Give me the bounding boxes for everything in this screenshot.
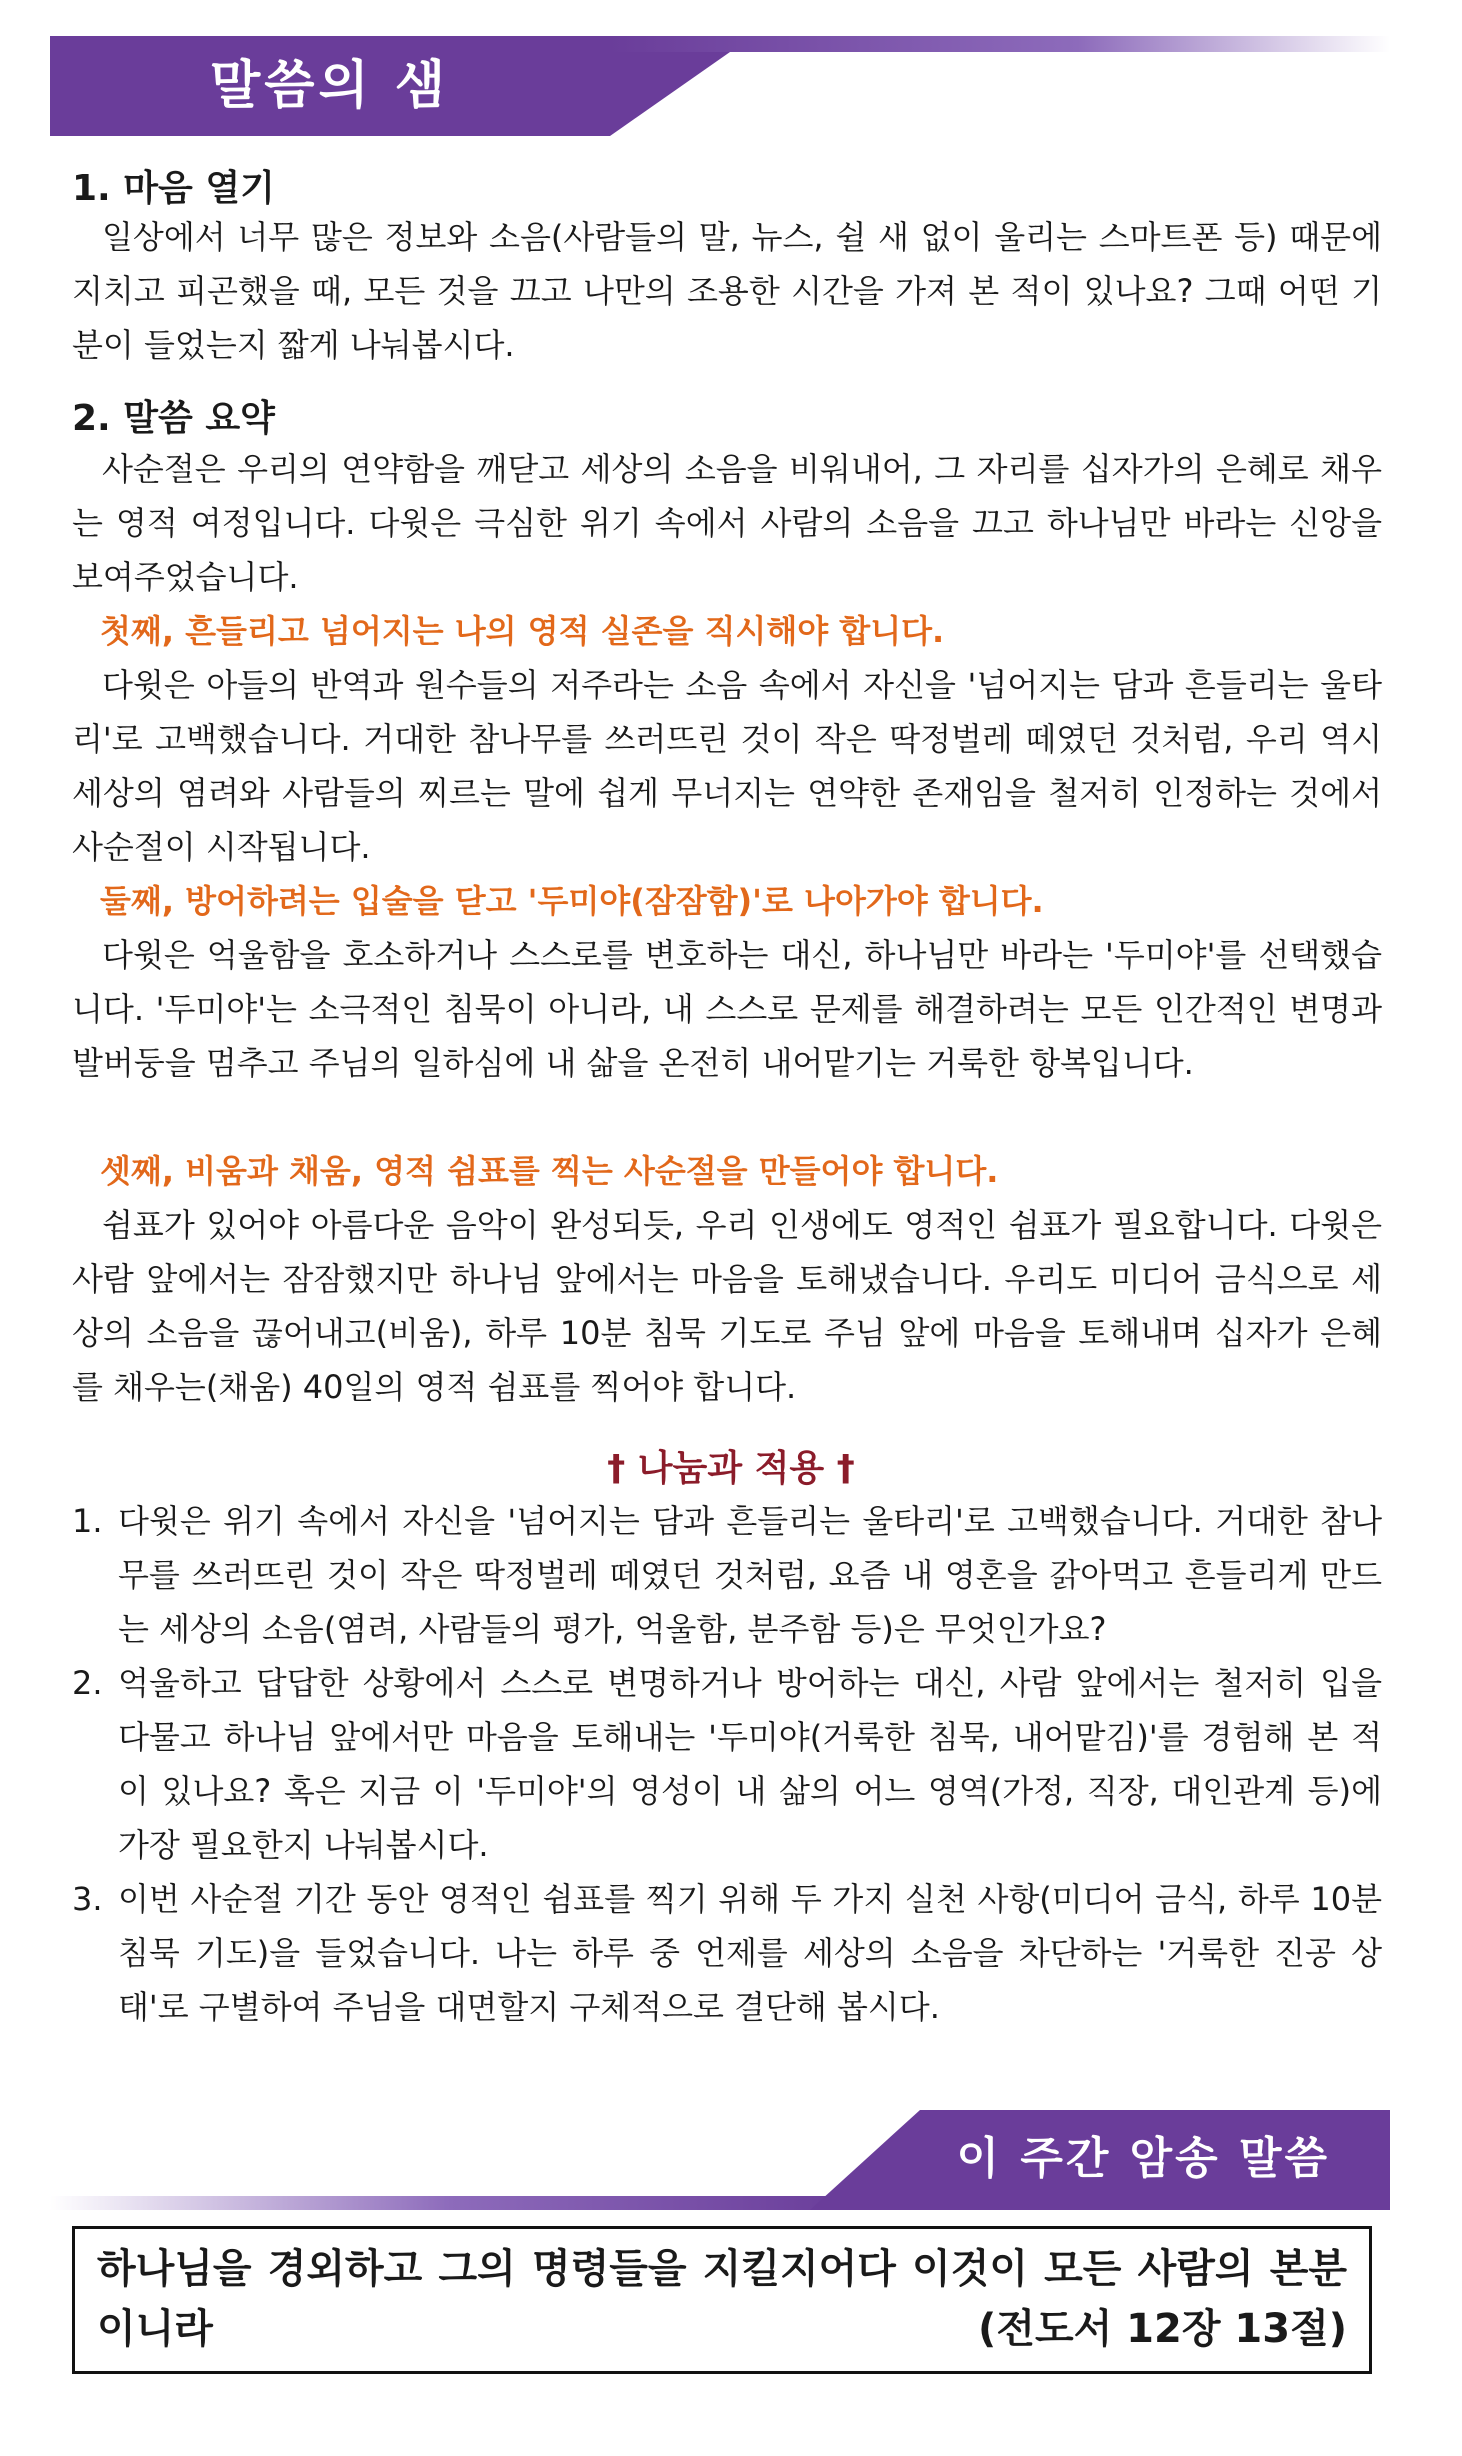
section-heading-summary: 2. 말씀 요약 — [72, 398, 275, 439]
question-number: 2. — [72, 1664, 103, 1702]
header-banner — [50, 32, 1390, 140]
section-heading-open-heart: 1. 마음 열기 — [72, 168, 275, 209]
sharing-question — [72, 1872, 1382, 2034]
summary-intro: 사순절은 우리의 연약함을 깨닫고 세상의 소음을 비워내어, 그 자리를 십자가의 은혜로 채우는 영적 여정입니다. 다윗은 극심한 위기 속에서 사람의 소음을 끄고 하나님만 바라는 신앙을 보여주었습니다. — [72, 450, 1382, 596]
point-3-title: 셋째, 비움과 채움, 영적 쉼표를 찍는 사순절을 만들어야 합니다. — [100, 1152, 999, 1190]
memory-verse-title: 이 주간 암송 말씀 — [956, 2133, 1330, 2184]
question-number: 3. — [72, 1880, 103, 1918]
memory-verse-text: 하나님을 경외하고 그의 명령들을 지킬지어다 이것이 모든 사람의 본분이니라 — [97, 2246, 1347, 2352]
sharing-question — [72, 1656, 1382, 1872]
point-1-body: 다윗은 아들의 반역과 원수들의 저주라는 소음 속에서 자신을 '넘어지는 담과 흔들리는 울타리'로 고백했습니다. 거대한 참나무를 쓰러뜨린 것이 작은 딱정벌레 떼였던 것처럼, 우리 역시 세상의 염려와 사람들의 찌르는 말에 쉽게 무너지는 연약한 존재임을 철저히 인정하는 것에서 사순절이 시작됩니다. — [72, 666, 1382, 866]
point-2-body: 다윗은 억울함을 호소하거나 스스로를 변호하는 대신, 하나님만 바라는 '두미야'를 선택했습니다. '두미야'는 소극적인 침묵이 아니라, 내 스스로 문제를 해결하려는 모든 인간적인 변명과 발버둥을 멈추고 주님의 일하심에 내 삶을 온전히 내어맡기는 거룩한 항복입니다. — [72, 936, 1382, 1082]
sharing-question-list — [72, 1494, 1382, 2034]
point-2-title: 둘째, 방어하려는 입술을 닫고 '두미야(잠잠함)'로 나아가야 합니다. — [100, 882, 1044, 920]
memory-verse-box — [72, 2226, 1372, 2374]
memory-verse-banner — [50, 2110, 1390, 2216]
point-1-title: 첫째, 흔들리고 넘어지는 나의 영적 실존을 직시해야 합니다. — [100, 612, 945, 650]
sharing-heading: † 나눔과 적용 † — [607, 1448, 855, 1489]
point-3-body: 쉼표가 있어야 아름다운 음악이 완성되듯, 우리 인생에도 영적인 쉼표가 필요합니다. 다윗은 사람 앞에서는 잠잠했지만 하나님 앞에서는 마음을 토해냈습니다. 우리도 미디어 금식으로 세상의 소음을 끊어내고(비움), 하루 10분 침묵 기도로 주님 앞에 마음을 토해내며 십자가 은혜를 채우는(채움) 40일의 영적 쉼표를 찍어야 합니다. — [72, 1206, 1382, 1406]
open-heart-paragraph: 일상에서 너무 많은 정보와 소음(사람들의 말, 뉴스, 쉴 새 없이 울리는 스마트폰 등) 때문에 지치고 피곤했을 때, 모든 것을 끄고 나만의 조용한 시간을 가져 본 적이 있나요? 그때 어떤 기분이 들었는지 짧게 나눠봅시다. — [72, 218, 1382, 364]
memory-verse-reference: (전도서 12장 13절) — [978, 2306, 1347, 2352]
sharing-question — [72, 1494, 1382, 1656]
page-title: 말씀의 샘 — [210, 56, 450, 116]
question-text: 억울하고 답답한 상황에서 스스로 변명하거나 방어하는 대신, 사람 앞에서는 철저히 입을 다물고 하나님 앞에서만 마음을 토해내는 '두미야(거룩한 침묵, 내어맡김)'를 경험해 본 적이 있나요? 혹은 지금 이 '두미야'의 영성이 내 삶의 어느 영역(가정, 직장, 대인관계 등)에 가장 필요한지 나눠봅시다. — [118, 1664, 1382, 1864]
question-text: 이번 사순절 기간 동안 영적인 쉼표를 찍기 위해 두 가지 실천 사항(미디어 금식, 하루 10분 침묵 기도)을 들었습니다. 나는 하루 중 언제를 세상의 소음을 차단하는 '거룩한 진공 상태'로 구별하여 주님을 대면할지 구체적으로 결단해 봅시다. — [118, 1880, 1382, 2026]
question-number: 1. — [72, 1502, 103, 1540]
question-text: 다윗은 위기 속에서 자신을 '넘어지는 담과 흔들리는 울타리'로 고백했습니다. 거대한 참나무를 쓰러뜨린 것이 작은 딱정벌레 떼였던 것처럼, 요즘 내 영혼을 갉아먹고 흔들리게 만드는 세상의 소음(염려, 사람들의 평가, 억울함, 분주함 등)은 무엇인가요? — [118, 1502, 1382, 1648]
